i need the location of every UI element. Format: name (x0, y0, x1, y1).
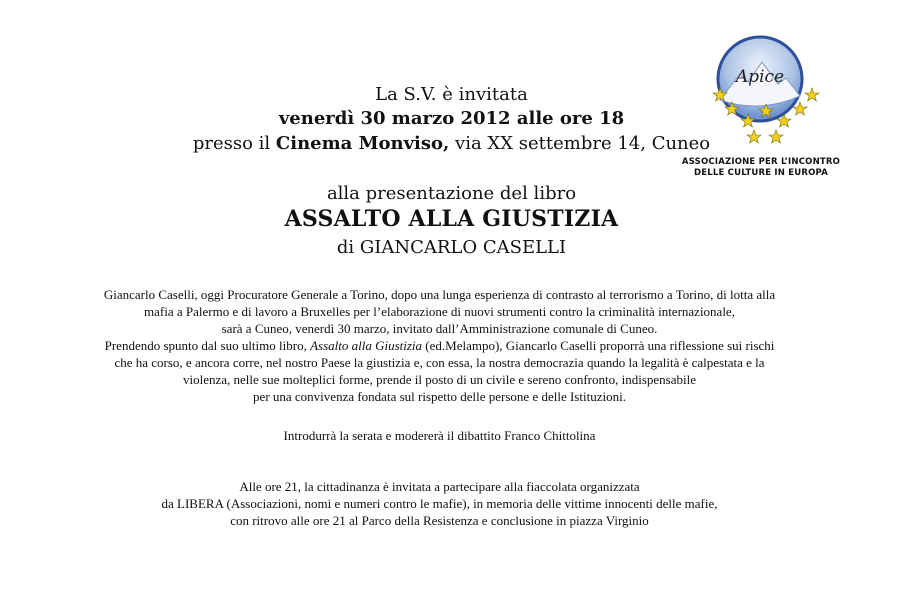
logo-caption-line1: ASSOCIAZIONE PER L’INCONTRO (681, 157, 841, 167)
event-location: presso il Cinema Monviso, via XX settembre 14, Cuneo (192, 133, 711, 154)
body-line: mafia a Palermo e di lavoro a Bruxelles per l’elaborazione di nuovi strumenti contro la criminalità internazionale, (144, 304, 735, 319)
body-line: violenza, nelle sue molteplici forme, prende il posto di un civile e sereno confronto, indispensabile (183, 372, 696, 387)
logo-name: Apice (735, 67, 785, 87)
torchlight-line: con ritrovo alle ore 21 al Parco della Resistenza e conclusione in piazza Virginio (230, 513, 649, 528)
body-line: Giancarlo Caselli, oggi Procuratore Generale a Torino, dopo una lunga esperienza di contrasto al terrorismo a Torino, di lotta alla (103, 287, 776, 302)
book-title-inline: Assalto alla Giustizia (310, 338, 423, 353)
body-line: per una convivenza fondata sul rispetto delle persone e delle Istituzioni. (253, 389, 626, 404)
book-title: ASSALTO ALLA GIUSTIZIA (284, 206, 619, 232)
body-line: che ha corso, e ancora corre, nel nostro Paese la giustizia e, con essa, la nostra democrazia quando la legalità è calpestata e la (114, 355, 765, 370)
torchlight-line: da LIBERA (Associazioni, nomi e numeri contro le mafie), in memoria delle vittime innocenti delle mafie, (161, 496, 718, 511)
moderator-line: Introdurrà la serata e modererà il dibattito Franco Chittolina (283, 428, 596, 443)
logo-caption-line2: DELLE CULTURE IN EUROPA (694, 168, 828, 178)
torchlight-line: Alle ore 21, la cittadinanza è invitata a partecipare alla fiaccolata organizzata (239, 479, 640, 494)
book-author: di GIANCARLO CASELLI (336, 237, 567, 258)
body-line: Prendendo spunto dal suo ultimo libro, Assalto alla Giustizia (ed.Melampo), Giancarlo Caselli proporrà una riflessione sui rischi (104, 338, 775, 353)
event-date: venerdì 30 marzo 2012 alle ore 18 (278, 108, 625, 129)
venue-name: Cinema Monviso, (275, 133, 450, 154)
book-intro: alla presentazione del libro (326, 183, 577, 204)
body-line: sarà a Cuneo, venerdì 30 marzo, invitato dall’Amministrazione comunale di Cuneo. (221, 321, 658, 336)
invitation-line: La S.V. è invitata (375, 84, 528, 105)
